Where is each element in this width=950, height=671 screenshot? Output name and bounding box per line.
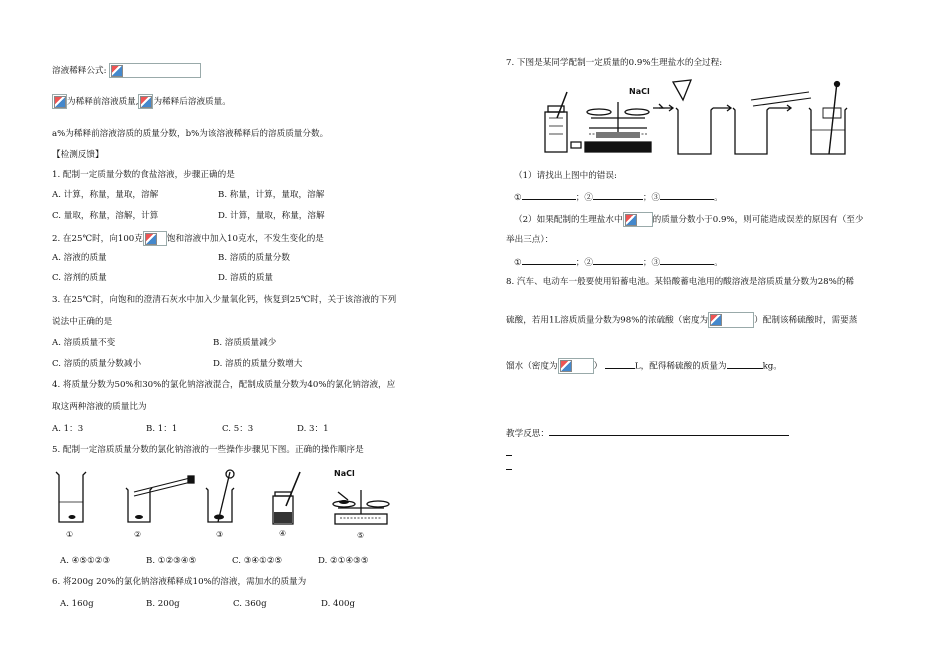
q8-line2-b: ）配制该稀硫酸时，需要蒸: [754, 315, 858, 326]
section-heading: 【检测反馈】: [52, 150, 104, 160]
q6-option-c: C. 360g: [233, 599, 267, 609]
q2-option-b: B. 溶质的质量分数: [218, 253, 290, 263]
q5-apparatus-figure: [50, 462, 392, 544]
dish-icon: [571, 142, 581, 148]
chemical-image: [143, 231, 167, 246]
beaker-icon: [676, 108, 713, 154]
blank-label-1: ①: [514, 193, 522, 203]
q7-part2-b: 的质量分数小于0.9%，则可能造成误差的原因有（至少: [652, 215, 864, 225]
chemical-image: [623, 212, 653, 227]
answer-blank[interactable]: [522, 190, 576, 200]
short-rule: [506, 469, 512, 470]
beaker-1-icon: [56, 472, 86, 522]
question-6: 6. 将200g 20%的氯化钠溶液稀释成10%的溶液，需加水的质量为: [52, 577, 307, 587]
q7-balance-icon: [585, 102, 651, 152]
q8-line3-c: L，配得稀硫酸的质量为: [634, 361, 727, 372]
question-8-line2: [506, 312, 857, 328]
arrow-icon: [769, 105, 791, 111]
q1-option-a: A. 计算，称量，量取，溶解: [52, 190, 159, 200]
q5-option-b: B. ①②③④⑤: [146, 556, 197, 566]
q7-part2-line2: 举出三点）：: [506, 235, 554, 245]
q7-part2-blanks: [514, 255, 723, 269]
q5-label-3: ③: [216, 530, 224, 539]
reflection-blank[interactable]: [549, 426, 789, 436]
cylinder-icon: [751, 92, 811, 106]
q2-option-d: D. 溶质的质量: [218, 273, 274, 283]
q5-label-2: ②: [134, 530, 142, 539]
question-2: [52, 231, 324, 246]
blank-label-2: ；②: [575, 193, 593, 203]
acid-mass-blank[interactable]: [727, 359, 763, 369]
answer-blank[interactable]: [660, 255, 714, 265]
q5-label-1: ①: [66, 530, 74, 539]
q7-apparatus-figure: [541, 78, 861, 158]
formula-image: [109, 63, 201, 78]
pouring-beaker-icon: [126, 476, 194, 522]
blank-label-3: ；③: [642, 258, 661, 268]
q3-option-b: B. 溶质质量减少: [213, 338, 277, 348]
q7-nacl-label: NaCl: [629, 87, 650, 96]
q2-post: 饱和溶液中加入10克水，不发生变化的是: [166, 234, 324, 244]
q4-option-a: A. 1：3: [52, 424, 84, 434]
question-8-line1: 8. 汽车、电动车一般要使用铅蓄电池。某铅酸蓄电池用的酸溶液是溶质质量分数为28%的稀: [506, 277, 855, 287]
q1-option-c: C. 量取，称量，溶解，计算: [52, 211, 159, 221]
q2-pre: 2. 在25℃时，向100克: [52, 234, 143, 244]
blank-end: 。: [714, 258, 723, 268]
answer-blank[interactable]: [593, 190, 643, 200]
question-1: 1. 配制一定质量分数的食盐溶液，步骤正确的是: [52, 170, 235, 180]
q6-option-a: A. 160g: [60, 599, 94, 609]
question-8-line3: [506, 358, 782, 374]
q8-line3-b: ）: [593, 361, 603, 372]
q5-label-5: ⑤: [357, 531, 365, 540]
q5-option-d: D. ②①④③⑤: [318, 556, 369, 566]
symbol-image: [138, 94, 153, 109]
water-volume-blank[interactable]: [605, 359, 635, 369]
salt-bottle-icon: [545, 92, 567, 152]
symbol-image: [52, 94, 67, 109]
q1-option-d: D. 计算，量取，称量，溶解: [218, 211, 325, 221]
blank-label-2: ；②: [575, 258, 593, 268]
beaker-icon: [733, 108, 769, 154]
q6-option-d: D. 400g: [321, 599, 355, 609]
q6-option-b: B. 200g: [146, 599, 180, 609]
stirring-beaker-icon: [206, 470, 234, 522]
q4-option-d: D. 3：1: [297, 424, 329, 434]
answer-blank[interactable]: [522, 255, 576, 265]
blank-end: 。: [714, 193, 723, 203]
definition-line: [52, 94, 231, 109]
definition-b: 为稀释后溶液质量。: [153, 97, 231, 107]
question-4-line2: 取这两种溶液的质量比为: [52, 402, 147, 412]
q4-option-c: C. 5：3: [222, 424, 254, 434]
q5-option-c: C. ③④①②⑤: [232, 556, 283, 566]
q3-option-c: C. 溶质的质量分数减小: [52, 359, 142, 369]
q7-part1-blanks: [514, 190, 723, 204]
definition-a: 为稀释前溶液质量,: [67, 97, 139, 107]
density-image: [708, 312, 754, 328]
definition-percent: a%为稀释前溶液溶质的质量分数，b%为该溶液稀释后的溶质质量分数。: [52, 129, 329, 139]
reflection-label: 教学反思：: [506, 429, 549, 439]
q7-part2-line1: [514, 212, 864, 227]
nacl-label: NaCl: [334, 469, 355, 478]
blank-label-1: ①: [514, 258, 522, 268]
formula-line: [52, 63, 201, 78]
arrow-icon: [713, 105, 731, 111]
short-rule: [506, 455, 512, 456]
reflection-line: [506, 426, 789, 440]
q5-label-4: ④: [279, 529, 287, 538]
question-5: 5. 配制一定溶质质量分数的氯化钠溶液的一些操作步骤见下图。正确的操作顺序是: [52, 445, 364, 455]
density-image: [558, 358, 594, 374]
q7-part2-a: （2）如果配制的生理盐水中: [514, 215, 623, 225]
answer-blank[interactable]: [660, 190, 714, 200]
stirring-beaker-icon: [809, 82, 847, 155]
q8-line2-a: 硫酸，若用1L溶质质量分数为98%的浓硫酸（密度为: [506, 315, 709, 326]
q3-option-d: D. 溶质的质量分数增大: [213, 359, 303, 369]
q8-line3-d: kg。: [762, 361, 782, 372]
paper-funnel-icon: [673, 80, 691, 100]
question-3-line1: 3. 在25℃时，向饱和的澄清石灰水中加入少量氧化钙，恢复到25℃时，关于该溶液的下列: [52, 295, 397, 305]
question-4-line1: 4. 将质量分数为50%和30%的氯化钠溶液混合，配制成质量分数为40%的氯化钠溶液，应: [52, 380, 396, 390]
q8-line3-a: 馏水（密度为: [506, 361, 558, 372]
q5-option-a: A. ④⑤①②③: [60, 556, 111, 566]
q3-option-a: A. 溶质质量不变: [52, 338, 116, 348]
balance-scale-icon: [333, 490, 389, 524]
answer-blank[interactable]: [593, 255, 643, 265]
formula-label: 溶液稀释公式:: [52, 66, 107, 76]
q2-option-a: A. 溶液的质量: [52, 253, 107, 263]
blank-label-3: ；③: [642, 193, 661, 203]
q1-option-b: B. 称量，计算，量取，溶解: [218, 190, 325, 200]
q2-option-c: C. 溶剂的质量: [52, 273, 107, 283]
arrow-icon: [653, 105, 673, 111]
question-3-line2: 说法中正确的是: [52, 317, 113, 327]
question-7: 7. 下图是某同学配制一定质量的0.9%生理盐水的全过程:: [506, 58, 723, 68]
q4-option-b: B. 1：1: [146, 424, 178, 434]
q7-part1: （1）请找出上图中的错误:: [514, 171, 617, 181]
